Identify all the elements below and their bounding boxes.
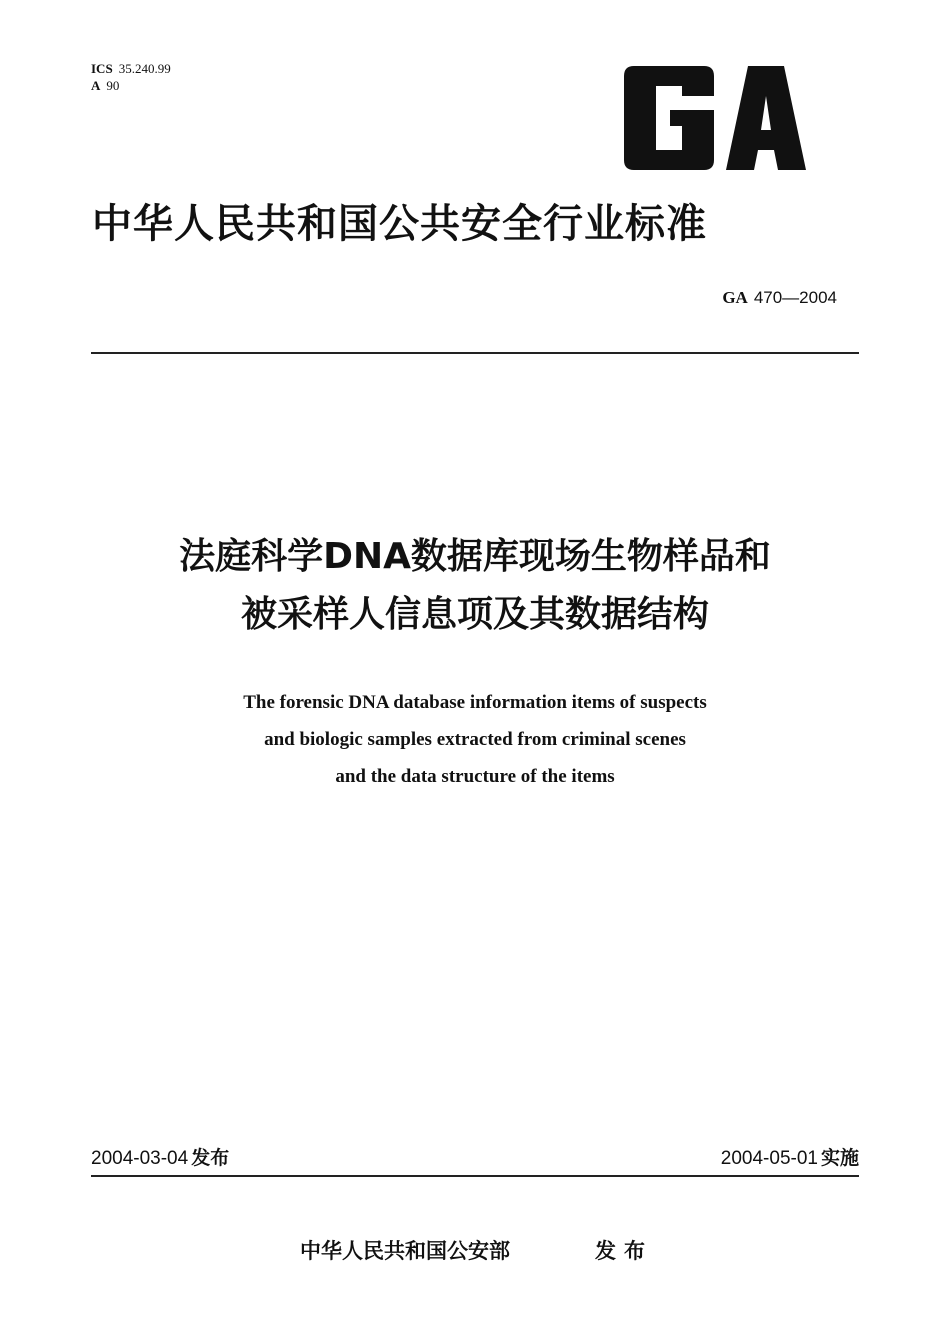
issue-word: 发布 [595, 1239, 653, 1263]
effective-date-value: 2004-05-01 [720, 1148, 818, 1169]
classification-block [91, 60, 171, 94]
cn-title-line-2: 被采样人信息项及其数据结构 [240, 594, 709, 635]
release-date [91, 1145, 229, 1172]
ics-value: 35.240.99 [118, 61, 171, 76]
release-date-value: 2004-03-04 [91, 1148, 189, 1169]
ics-label: ICS [91, 61, 113, 76]
issuer: 中华人民共和国公安部 [300, 1239, 510, 1263]
ga-logo-letter-a [726, 66, 806, 170]
ga-logo-letter-g [624, 66, 714, 170]
ics-line [91, 60, 171, 77]
class-line [91, 77, 171, 94]
top-divider [91, 352, 859, 354]
class-value: 90 [106, 78, 120, 93]
cn-title-line-1: 法庭科学DNA数据库现场生物样品和 [179, 536, 771, 577]
en-title-line-3: and the data structure of the items [335, 766, 615, 787]
en-title-line-2: and biologic samples extracted from criminal scenes [264, 729, 686, 750]
bottom-divider [91, 1175, 859, 1177]
standard-number-code: GA [722, 288, 748, 307]
standard-number-value: 470—2004 [753, 288, 837, 307]
standard-number [722, 287, 837, 309]
class-label: A [91, 78, 101, 93]
release-date-suffix: 发布 [191, 1147, 230, 1169]
en-title-line-1: The forensic DNA database information items of suspects [243, 692, 707, 713]
effective-date-suffix: 实施 [820, 1147, 859, 1169]
effective-date [721, 1145, 859, 1172]
standard-title: 中华人民共和国公共安全行业标准 [92, 201, 707, 247]
ga-logo [622, 66, 808, 170]
